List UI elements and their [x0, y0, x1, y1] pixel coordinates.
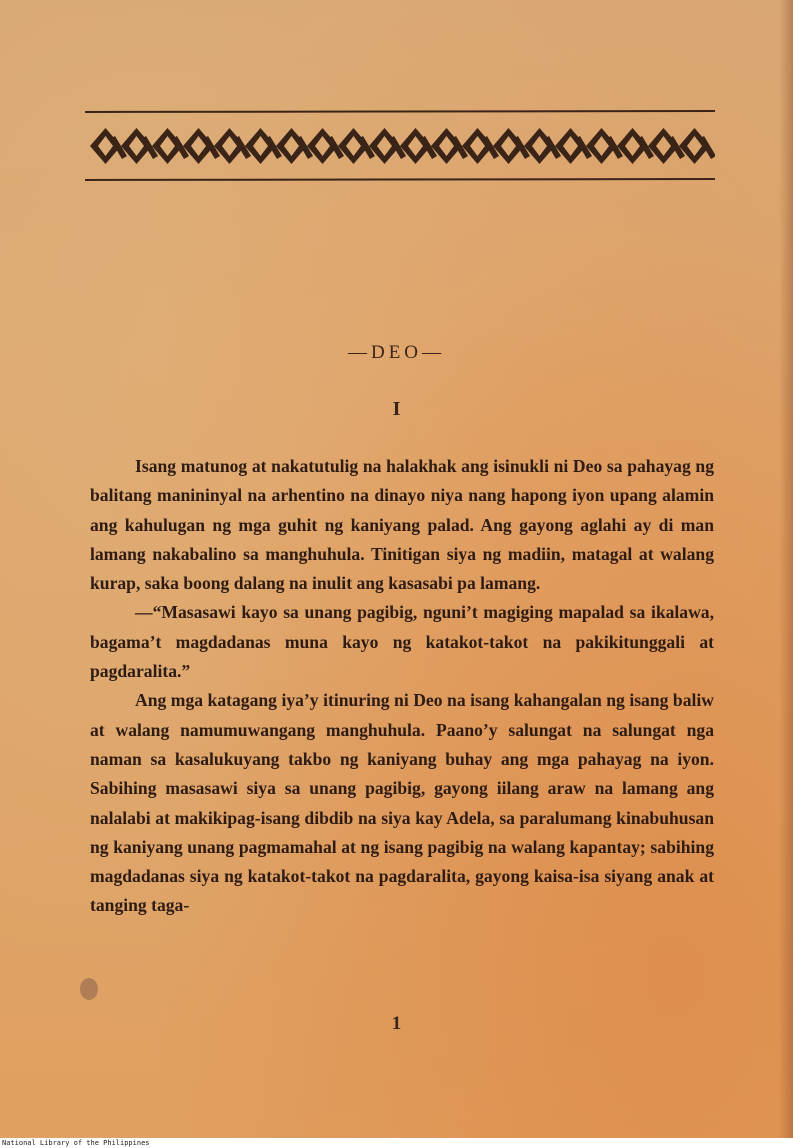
page-edge-shadow: [779, 0, 793, 1138]
paragraph: —“Masasawi kayo sa unang pagibig, nguni’t magiging mapalad sa ikalawa, bagama’t magdadanas muna kayo ng katakot-takot na pakikitunggali at pagdaralita.”: [90, 602, 714, 682]
paragraph: Isang matunog at nakatutulig na halakhak ang isinukli ni Deo sa pahayag ng balitang manininyal na arhentino na dinayo niya nang hapong iyon upang alamin ang kahulugan ng mga guhit ng kaniyang palad. Ang gayong aglahi ay di man lamang nakabalino sa manghuhula. Tinitigan siya ng madiin, matagal at walang kurap, saka boong dalang na inulit ang kasasabi pa lamang.: [90, 456, 714, 594]
decorative-border-ornament: [85, 108, 715, 184]
ink-smudge: [80, 978, 98, 1000]
body-text: [90, 452, 714, 921]
page-number: 1: [391, 1013, 402, 1034]
paragraph: Ang mga katagang iya’y itinuring ni Deo na isang kahangalan ng isang baliw at walang namumuwangang manghuhula. Paano’y salungat na salungat nga naman sa kasalukuyang takbo ng kaniyang buhay ang mga pahayag na iyon. Sabihing masasawi siya sa unang pagibig, gayong iilang araw na lamang ang nalalabi at makikipag-isang dibdib na siya kay Adela, sa paralumang kinabuhusan ng kaniyang unang pagmamahal at ng isang pagibig na walang kapantay; sabihing magdadanas siya ng katakot-takot na pagdaralita, gayong kaisa-isa siyang anak at tanging taga-: [90, 690, 714, 916]
chapter-number: I: [392, 398, 401, 420]
footer-credit: National Library of the Philippines: [0, 1138, 793, 1148]
chapter-title: —DEO—: [347, 342, 446, 363]
